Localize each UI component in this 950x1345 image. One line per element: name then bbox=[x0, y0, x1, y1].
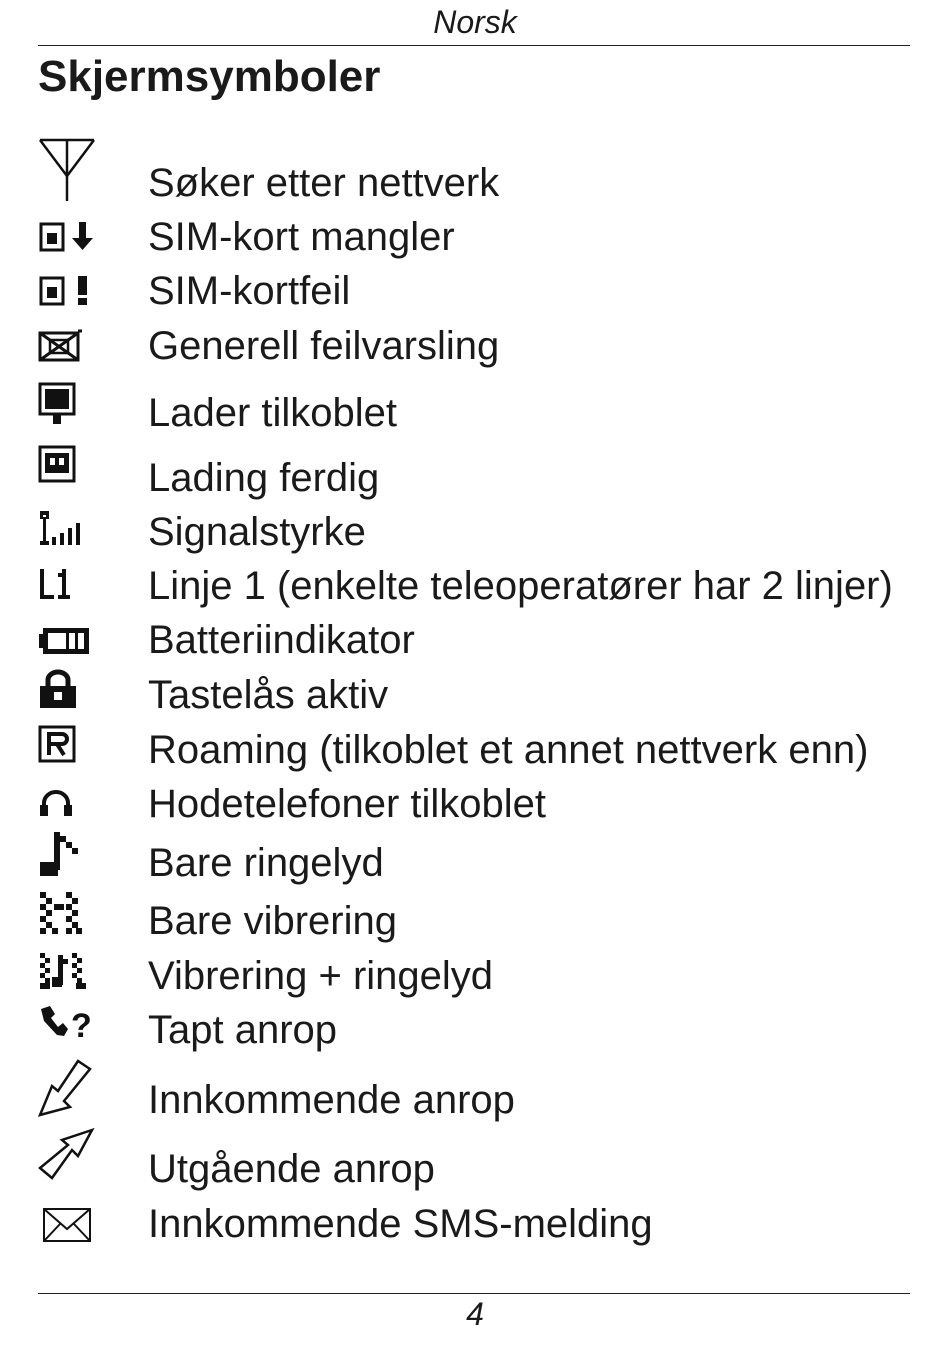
sim-error-icon bbox=[38, 274, 98, 308]
incoming-call-arrow-icon bbox=[38, 1059, 92, 1119]
headset-icon bbox=[38, 789, 74, 819]
general-error-icon bbox=[38, 329, 84, 363]
charging-complete-icon bbox=[38, 445, 78, 485]
header-language: Norsk bbox=[433, 4, 517, 40]
sim-missing-icon bbox=[38, 220, 98, 254]
symbol-label: Generell feilvarsling bbox=[148, 324, 500, 368]
line-1-icon bbox=[38, 567, 78, 601]
signal-strength-icon bbox=[38, 511, 84, 547]
header-divider bbox=[38, 45, 910, 46]
padlock-icon bbox=[38, 670, 80, 710]
symbol-label: Roaming (tilkoblet et annet nettverk enn) bbox=[148, 728, 869, 772]
symbol-label: Innkommende anrop bbox=[148, 1078, 515, 1122]
symbol-label: Tastelås aktiv bbox=[148, 673, 389, 717]
charger-connected-icon bbox=[38, 382, 78, 428]
svg-text:?: ? bbox=[71, 1007, 92, 1045]
vibrate-icon bbox=[38, 890, 84, 940]
page-title: Skjermsymboler bbox=[38, 52, 381, 101]
symbol-label: SIM-kortfeil bbox=[148, 269, 351, 313]
symbol-label: Innkommende SMS-melding bbox=[148, 1202, 653, 1246]
symbol-label: SIM-kort mangler bbox=[148, 215, 455, 259]
symbol-label: Utgående anrop bbox=[148, 1147, 435, 1191]
vibrate-ring-icon bbox=[38, 951, 88, 993]
symbol-label: Lading ferdig bbox=[148, 456, 380, 500]
symbol-label: Hodetelefoner tilkoblet bbox=[148, 782, 547, 826]
envelope-icon bbox=[38, 1207, 94, 1243]
symbol-label: Batteriindikator bbox=[148, 618, 415, 662]
antenna-icon bbox=[38, 138, 98, 204]
battery-icon bbox=[38, 626, 92, 656]
symbol-label: Søker etter nettverk bbox=[148, 161, 500, 205]
symbol-label: Tapt anrop bbox=[148, 1008, 338, 1052]
roaming-icon bbox=[38, 725, 80, 765]
outgoing-call-arrow-icon bbox=[38, 1128, 96, 1182]
symbol-label: Linje 1 (enkelte teleoperatører har 2 linjer) bbox=[148, 564, 893, 608]
symbol-label: Lader tilkoblet bbox=[148, 391, 398, 435]
symbol-label: Bare vibrering bbox=[148, 899, 398, 943]
symbol-label: Signalstyrke bbox=[148, 510, 366, 554]
page-number: 4 bbox=[466, 1296, 484, 1332]
missed-call-icon bbox=[38, 1003, 92, 1045]
footer-divider bbox=[38, 1293, 910, 1294]
music-note-icon bbox=[38, 830, 84, 880]
symbol-label: Vibrering + ringelyd bbox=[148, 954, 494, 998]
symbol-label: Bare ringelyd bbox=[148, 841, 384, 885]
